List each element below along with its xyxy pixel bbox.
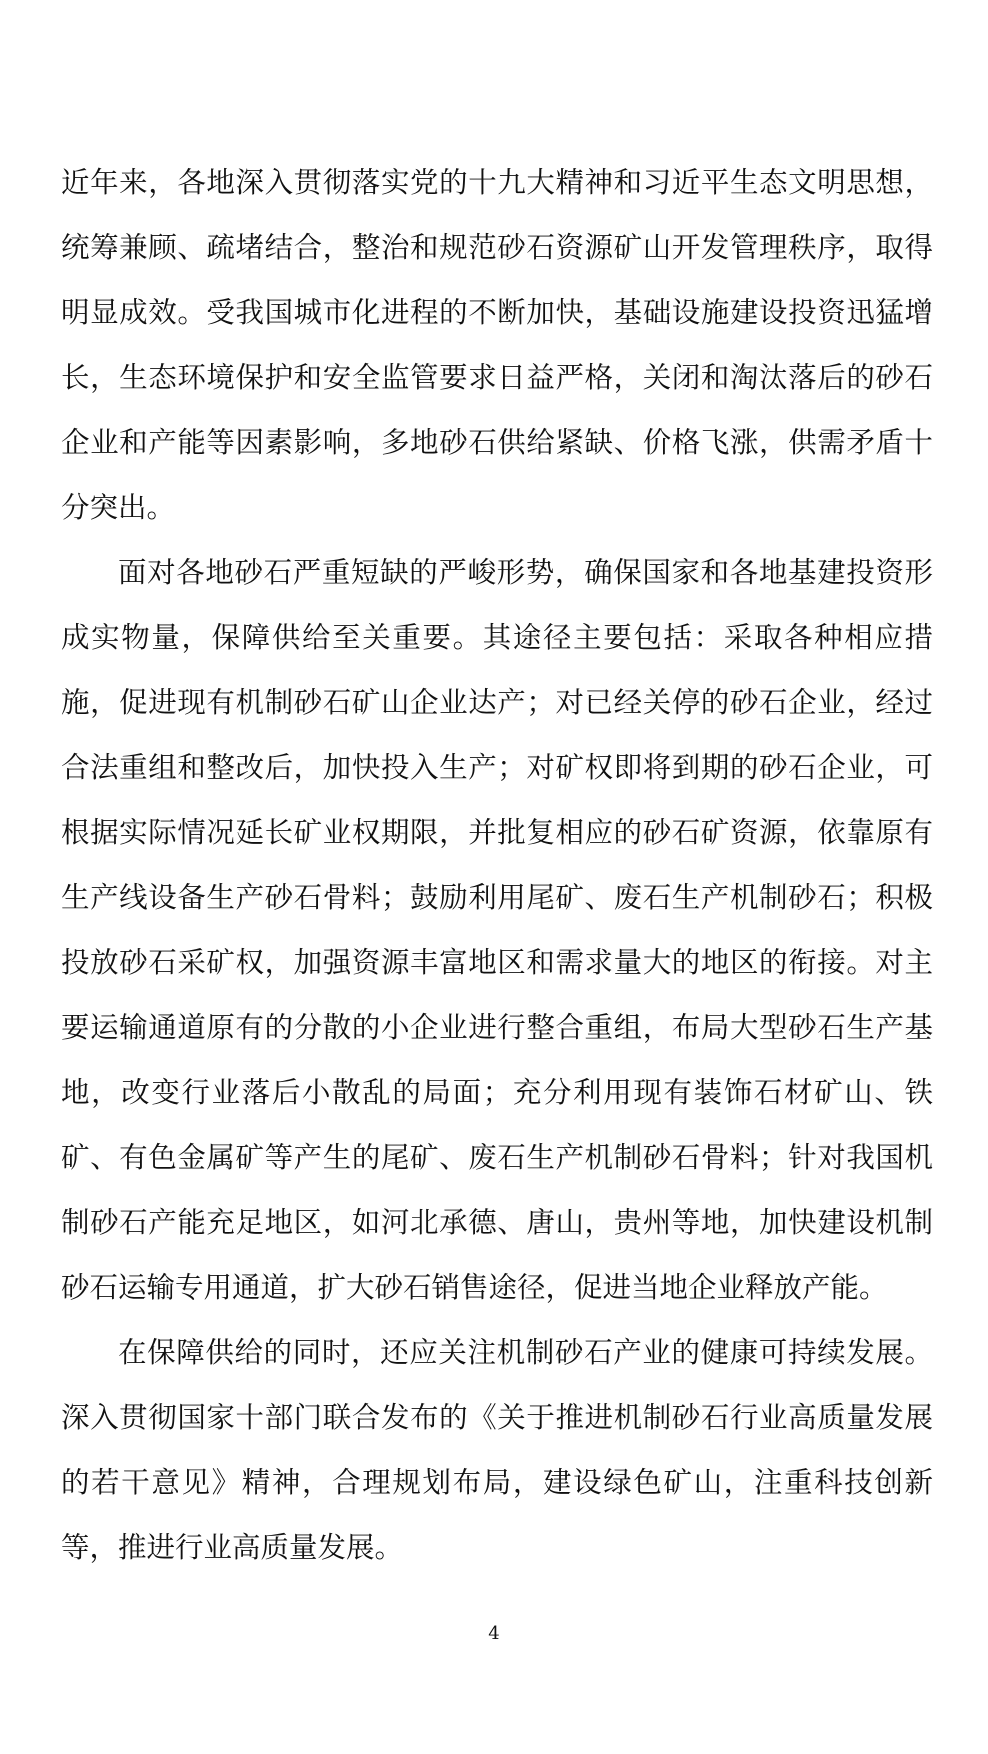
document-body (61, 150, 933, 1580)
paragraph-2: 面对各地砂石严重短缺的严峻形势，确保国家和各地基建投资形成实物量，保障供给至关重要。其途径主要包括：采取各种相应措施，促进现有机制砂石矿山企业达产；对已经关停的砂石企业，经过合法重组和整改后，加快投入生产；对矿权即将到期的砂石企业，可根据实际情况延长矿业权期限，并批复相应的砂石矿资源，依靠原有生产线设备生产砂石骨料；鼓励利用尾矿、废石生产机制砂石；积极投放砂石采矿权，加强资源丰富地区和需求量大的地区的衔接。对主要运输通道原有的分散的小企业进行整合重组，布局大型砂石生产基地，改变行业落后小散乱的局面；充分利用现有装饰石材矿山、铁矿、有色金属矿等产生的尾矿、废石生产机制砂石骨料；针对我国机制砂石产能充足地区，如河北承德、唐山，贵州等地，加快建设机制砂石运输专用通道，扩大砂石销售途径，促进当地企业释放产能。 (61, 556, 933, 1304)
paragraph-3: 在保障供给的同时，还应关注机制砂石产业的健康可持续发展。深入贯彻国家十部门联合发布的《关于推进机制砂石行业高质量发展的若干意见》精神，合理规划布局，建设绿色矿山，注重科技创新等，推进行业高质量发展。 (61, 1336, 933, 1564)
page-number: 4 (488, 1623, 500, 1644)
paragraph-1: 近年来，各地深入贯彻落实党的十九大精神和习近平生态文明思想，统筹兼顾、疏堵结合，整治和规范砂石资源矿山开发管理秩序，取得明显成效。受我国城市化进程的不断加快，基础设施建设投资迅猛增长，生态环境保护和安全监管要求日益严格，关闭和淘汰落后的砂石企业和产能等因素影响，多地砂石供给紧缺、价格飞涨，供需矛盾十分突出。 (61, 166, 933, 524)
